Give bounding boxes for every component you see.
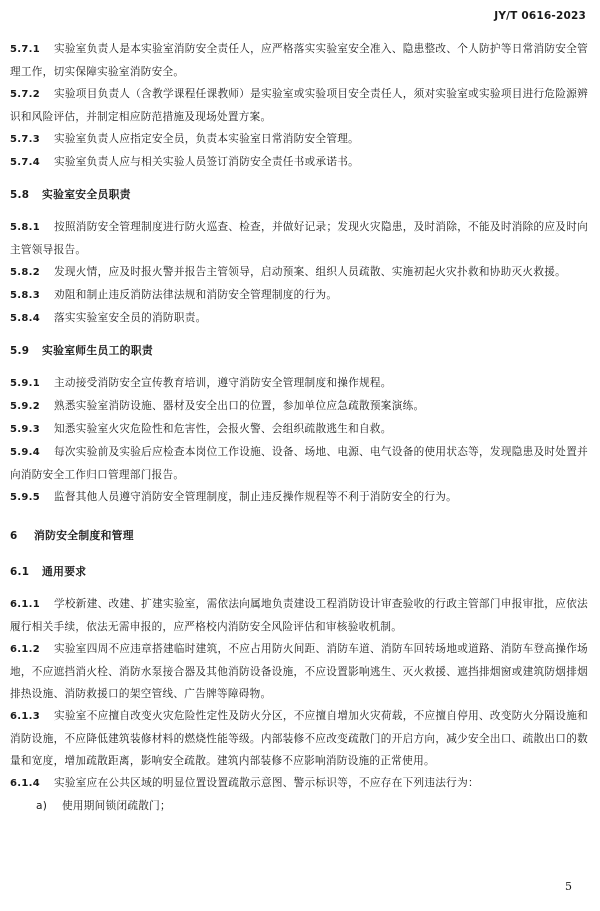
clause-text: 实验室负责人应与相关实验人员签订消防安全责任书或承诺书。 (54, 156, 360, 168)
clause-number: 6.1.4 (10, 778, 40, 789)
clause-6-1-1 (10, 593, 588, 638)
clause-text: 知悉实验室火灾危险性和危害性，会报火警、会组织疏散逃生和自救。 (54, 423, 392, 435)
clause-number: 5.7.2 (10, 89, 40, 100)
clause-text: 主动接受消防安全宣传教育培训，遵守消防安全管理制度和操作规程。 (54, 377, 392, 389)
list-item-text: 使用期间锁闭疏散门； (62, 800, 171, 812)
chapter-number: 6 (10, 530, 18, 542)
clause-text: 实验室负责人应指定安全员，负责本实验室日常消防安全管理。 (54, 133, 360, 145)
clause-text: 实验室应在公共区域的明显位置设置疏散示意图、警示标识等，不应存在下列违法行为： (54, 777, 479, 789)
clause-number: 6.1.2 (10, 644, 40, 655)
clause-5-9-4 (10, 441, 588, 486)
chapter-heading-6 (10, 525, 588, 547)
clause-number: 5.8.2 (10, 267, 40, 278)
clause-text: 学校新建、改建、扩建实验室，需依法向属地负责建设工程消防设计审查验收的行政主管部门申报审批，应依法履行相关手续，依法无需申报的，应严格校内消防安全风险评估和审核验收机制。 (10, 598, 588, 633)
clause-5-8-1 (10, 216, 588, 261)
clause-text: 按照消防安全管理制度进行防火巡查、检查，并做好记录；发现火灾隐患，及时消除，不能及时消除的应及时向主管领导报告。 (10, 221, 588, 256)
clause-number: 5.7.1 (10, 44, 40, 55)
clause-text: 实验室四周不应违章搭建临时建筑，不应占用防火间距、消防车道、消防车回转场地或道路、消防车登高操作场地，不应遮挡消火栓、消防水泵接合器及其他消防设备设施，不应设置影响逃生、灭火救援、遮挡排烟窗或建筑防烟排烟排热设施、消防救援口的架空管线、广告牌等障碍物。 (10, 643, 588, 700)
clause-5-7-4 (10, 151, 588, 174)
clause-6-1-4 (10, 772, 588, 795)
page-number: 5 (565, 880, 572, 893)
clause-5-9-1 (10, 372, 588, 395)
section-number: 5.8 (10, 189, 30, 201)
document-body (10, 38, 588, 817)
clause-text: 监督其他人员遵守消防安全管理制度，制止违反操作规程等不利于消防安全的行为。 (54, 491, 458, 503)
section-title: 实验室安全员职责 (42, 188, 131, 201)
section-number: 5.9 (10, 345, 30, 357)
clause-number: 5.8.4 (10, 313, 40, 324)
list-marker: a) (36, 800, 48, 812)
clause-5-7-2 (10, 83, 588, 128)
section-title: 通用要求 (42, 565, 87, 578)
section-heading-5-9 (10, 340, 588, 362)
clause-5-8-4 (10, 307, 588, 330)
clause-5-7-1 (10, 38, 588, 83)
clause-text: 劝阻和制止违反消防法律法规和消防安全管理制度的行为。 (54, 289, 338, 301)
clause-text: 实验室不应擅自改变火灾危险性定性及防火分区，不应擅自增加火灾荷载，不应擅自停用、改变防火分隔设施和消防设施，不应降低建筑装修材料的燃烧性能等级。内部装修不应改变疏散门的开启方向，减少安全出口、疏散出口的数量和宽度，增加疏散距离，影响安全疏散。建筑内部装修不应影响消防设施的正常使用。 (10, 710, 588, 767)
chapter-title: 消防安全制度和管理 (34, 529, 134, 542)
clause-number: 5.9.1 (10, 378, 40, 389)
clause-number: 5.9.4 (10, 447, 40, 458)
clause-number: 5.9.3 (10, 424, 40, 435)
section-heading-5-8 (10, 184, 588, 206)
clause-text: 每次实验前及实验后应检查本岗位工作设施、设备、场地、电源、电气设备的使用状态等，发现隐患及时处置并向消防安全工作归口管理部门报告。 (10, 446, 588, 481)
clause-text: 实验项目负责人（含教学课程任课教师）是实验室或实验项目安全责任人，须对实验室或实验项目进行危险源辨识和风险评估，并制定相应防范措施及现场处置方案。 (10, 88, 588, 123)
clause-5-9-5 (10, 486, 588, 509)
clause-number: 6.1.3 (10, 711, 40, 722)
clause-6-1-3 (10, 705, 588, 772)
section-heading-6-1 (10, 561, 588, 583)
section-title: 实验室师生员工的职责 (42, 344, 153, 357)
clause-text: 熟悉实验室消防设施、器材及安全出口的位置，参加单位应急疏散预案演练。 (54, 400, 425, 412)
clause-number: 5.7.4 (10, 157, 40, 168)
clause-text: 发现火情，应及时报火警并报告主管领导，启动预案、组织人员疏散、实施初起火灾扑救和协助灭火救援。 (54, 266, 567, 278)
clause-6-1-2 (10, 638, 588, 705)
clause-5-8-3 (10, 284, 588, 307)
clause-number: 5.7.3 (10, 134, 40, 145)
clause-5-7-3 (10, 128, 588, 151)
clause-number: 5.8.3 (10, 290, 40, 301)
clause-5-9-3 (10, 418, 588, 441)
clause-5-8-2 (10, 261, 588, 284)
clause-5-9-2 (10, 395, 588, 418)
standard-code-header: JY/T 0616-2023 (494, 10, 586, 22)
clause-number: 5.9.5 (10, 492, 40, 503)
clause-number: 5.9.2 (10, 401, 40, 412)
section-number: 6.1 (10, 566, 30, 578)
clause-number: 5.8.1 (10, 222, 40, 233)
clause-text: 实验室负责人是本实验室消防安全责任人，应严格落实实验室安全准入、隐患整改、个人防护等日常消防安全管理工作，切实保障实验室消防安全。 (10, 43, 588, 78)
clause-text: 落实实验室安全员的消防职责。 (54, 312, 207, 324)
list-item-a (10, 795, 588, 817)
clause-number: 6.1.1 (10, 599, 40, 610)
